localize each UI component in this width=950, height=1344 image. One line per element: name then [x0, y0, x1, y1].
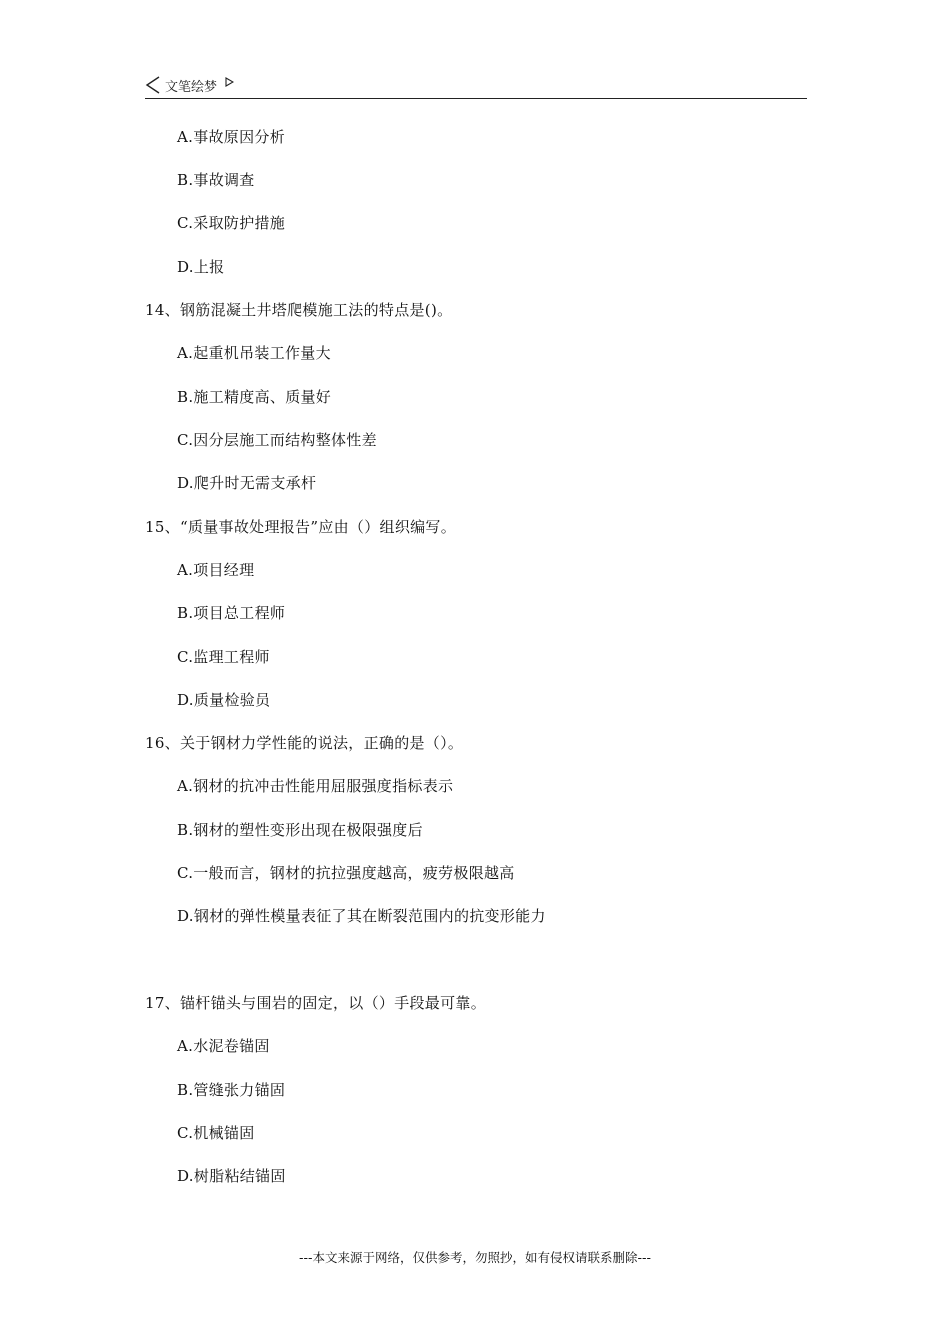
- q17-option-d: D.树脂粘结锚固: [177, 1167, 286, 1185]
- right-triangle-icon: [225, 77, 234, 87]
- q13-option-a: A.事故原因分析: [177, 128, 286, 146]
- q15-option-a: A.项目经理: [177, 561, 255, 579]
- q14-option-c: C.因分层施工而结构整体性差: [177, 431, 377, 449]
- q15-option-d: D.质量检验员: [177, 691, 271, 709]
- page-footer-disclaimer: ---本文来源于网络，仅供参考，勿照抄，如有侵权请联系删除---: [298, 1250, 652, 1265]
- page-header: [145, 74, 807, 99]
- q16-option-a: A.钢材的抗冲击性能用屈服强度指标表示: [177, 777, 454, 795]
- q13-option-d: D.上报: [177, 258, 225, 276]
- q17-option-a: A.水泥卷锚固: [177, 1037, 270, 1055]
- question-14: 14、钢筋混凝土井塔爬模施工法的特点是()。: [145, 301, 453, 319]
- q14-option-a: A.起重机吊装工作量大: [177, 344, 331, 362]
- q17-option-c: C.机械锚固: [177, 1124, 255, 1142]
- q17-option-b: B.管缝张力锚固: [177, 1081, 286, 1099]
- q13-option-b: B.事故调查: [177, 171, 255, 189]
- question-16: 16、关于钢材力学性能的说法，正确的是（）。: [145, 734, 464, 752]
- q15-option-c: C.监理工程师: [177, 648, 270, 666]
- header-brand-group: [145, 74, 234, 96]
- left-triangle-icon: [145, 76, 161, 94]
- q13-option-c: C.采取防护措施: [177, 214, 286, 232]
- q14-option-d: D.爬升时无需支承杆: [177, 474, 317, 492]
- q15-option-b: B.项目总工程师: [177, 604, 286, 622]
- q16-option-d: D.钢材的弹性模量表征了其在断裂范围内的抗变形能力: [177, 907, 546, 925]
- q16-option-c: C.一般而言，钢材的抗拉强度越高，疲劳极限越高: [177, 864, 515, 882]
- question-17: 17、锚杆锚头与围岩的固定，以（）手段最可靠。: [145, 994, 486, 1012]
- q16-option-b: B.钢材的塑性变形出现在极限强度后: [177, 821, 423, 839]
- question-15: 15、“质量事故处理报告”应由（）组织编写。: [145, 518, 457, 536]
- q14-option-b: B.施工精度高、质量好: [177, 388, 332, 406]
- header-brand: 文笔绘梦: [165, 79, 218, 95]
